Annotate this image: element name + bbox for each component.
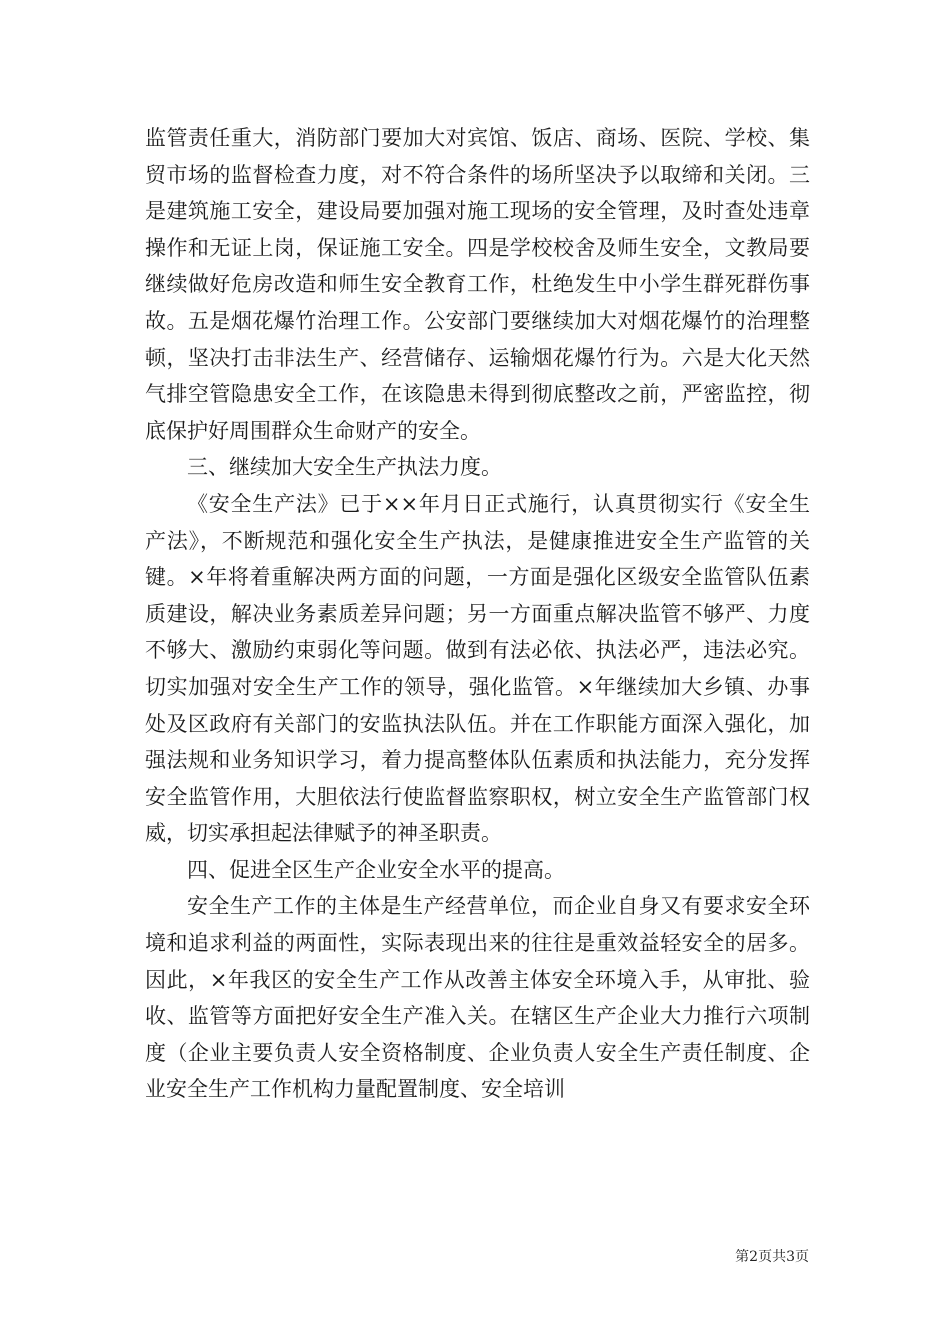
paragraph-5: 安全生产工作的主体是生产经营单位，而企业自身又有要求安全环境和追求利益的两面性，实际表现出来的往往是重效益轻安全的居多。因此，×年我区的安全生产工作从改善主体安全环境入手，从审批、验收、监管等方面把好安全生产准入关。在辖区生产企业大力推行六项制度（企业主要负责人安全资格制度、企业负责人安全生产责任制度、企业安全生产工作机构力量配置制度、安全培训 <box>145 894 810 1102</box>
paragraph-1: 监管责任重大，消防部门要加大对宾馆、饭店、商场、医院、学校、集贸市场的监督检查力度，对不符合条件的场所坚决予以取缔和关闭。三是建筑施工安全，建设局要加强对施工现场的安全管理，及时查处违章操作和无证上岗，保证施工安全。四是学校校舍及师生安全，文教局要继续做好危房改造和师生安全教育工作，杜绝发生中小学生群死群伤事故。五是烟花爆竹治理工作。公安部门要继续加大对烟花爆竹的治理整顿，坚决打击非法生产、经营储存、运输烟花爆竹行为。六是大化天然气排空管隐患安全工作，在该隐患未得到彻底整改之前，严密监控，彻底保护好周围群众生命财产的安全。 <box>145 126 810 443</box>
page-number: 第2页共3页 <box>735 1249 809 1265</box>
paragraph-3: 《安全生产法》已于××年月日正式施行，认真贯彻实行《安全生产法》，不断规范和强化安全生产执法，是健康推进安全生产监管的关键。×年将着重解决两方面的问题，一方面是强化区级安全监管队伍素质建设，解决业务素质差异问题；另一方面重点解决监管不够严、力度不够大、激励约束弱化等问题。做到有法必依、执法必严，违法必究。切实加强对安全生产工作的领导，强化监管。×年继续加大乡镇、办事处及区政府有关部门的安监执法队伍。并在工作职能方面深入强化，加强法规和业务知识学习，着力提高整体队伍素质和执法能力，充分发挥安全监管作用，大胆依法行使监督监察职权，树立安全生产监管部门权威，切实承担起法律赋予的神圣职责。 <box>145 491 810 846</box>
document-body <box>145 120 810 1108</box>
section-heading-3: 三、继续加大安全生产执法力度。 <box>187 455 502 480</box>
section-heading-4: 四、促进全区生产企业安全水平的提高。 <box>187 857 565 882</box>
